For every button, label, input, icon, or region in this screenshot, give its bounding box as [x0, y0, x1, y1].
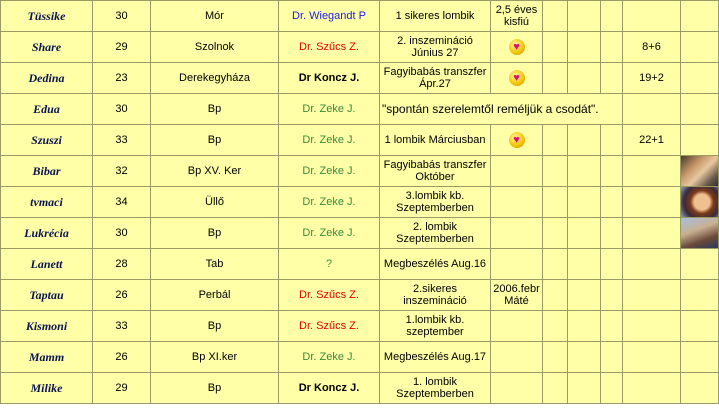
doctor-cell: Dr. Zeke J.: [279, 94, 380, 125]
status-cell: Fagyibabás transzfer Ápr.27: [380, 63, 491, 94]
member-name[interactable]: tvmaci: [1, 187, 93, 218]
age-cell: 28: [93, 249, 151, 280]
result-cell: [491, 373, 543, 404]
blank-cell: [601, 280, 623, 311]
city-cell: Bp XV. Ker: [151, 156, 279, 187]
extra-cell: [623, 280, 681, 311]
blank-cell: [601, 218, 623, 249]
age-cell: 26: [93, 280, 151, 311]
status-cell: 1. lombik Szeptemberben: [380, 373, 491, 404]
city-cell: Mór: [151, 1, 279, 32]
status-cell: Megbeszélés Aug.17: [380, 342, 491, 373]
avatar-photo[interactable]: [681, 156, 719, 186]
extra-cell: [623, 156, 681, 187]
extra-cell: [623, 373, 681, 404]
city-cell: Üllő: [151, 187, 279, 218]
city-cell: Bp: [151, 125, 279, 156]
table-row: [1, 1, 719, 32]
doctor-cell: ?: [279, 249, 380, 280]
status-cell: 2. inszemináció Június 27: [380, 32, 491, 63]
photo-cell: [681, 373, 719, 404]
blank-cell: [543, 342, 568, 373]
table-row: [1, 373, 719, 404]
age-cell: 23: [93, 63, 151, 94]
doctor-cell: Dr. Szűcs Z.: [279, 32, 380, 63]
photo-cell: [681, 63, 719, 94]
status-cell: 2.sikeres inszemináció: [380, 280, 491, 311]
heart-smiley-icon: [509, 39, 525, 55]
doctor-cell: Dr. Wiegandt P: [279, 1, 380, 32]
note-cell: "spontán szerelemtől reméljük a csodát".: [380, 94, 623, 125]
table-row: [1, 280, 719, 311]
doctor-cell: Dr. Szűcs Z.: [279, 280, 380, 311]
table-body: [1, 1, 719, 404]
status-cell: 3.lombik kb. Szeptemberben: [380, 187, 491, 218]
photo-cell: [681, 342, 719, 373]
blank-cell: [568, 280, 601, 311]
doctor-cell: Dr. Zeke J.: [279, 156, 380, 187]
blank-cell: [601, 125, 623, 156]
table-row: [1, 342, 719, 373]
member-name[interactable]: Szuszi: [1, 125, 93, 156]
blank-cell: [543, 218, 568, 249]
member-name[interactable]: Lukrécia: [1, 218, 93, 249]
table-row: [1, 187, 719, 218]
table-row: [1, 32, 719, 63]
doctor-cell: Dr. Zeke J.: [279, 218, 380, 249]
city-cell: Bp: [151, 373, 279, 404]
extra-cell: [623, 187, 681, 218]
extra-cell: [623, 1, 681, 32]
result-cell: [491, 218, 543, 249]
result-cell: [491, 311, 543, 342]
age-cell: 29: [93, 373, 151, 404]
table-row: [1, 249, 719, 280]
extra-cell: [623, 249, 681, 280]
age-cell: 32: [93, 156, 151, 187]
city-cell: Szolnok: [151, 32, 279, 63]
status-cell: 2. lombik Szeptemberben: [380, 218, 491, 249]
city-cell: Bp XI.ker: [151, 342, 279, 373]
heart-smiley-icon: [509, 132, 525, 148]
avatar-photo[interactable]: [681, 187, 719, 217]
status-cell: 1.lombik kb. szeptember: [380, 311, 491, 342]
extra-cell: [623, 342, 681, 373]
blank-cell: [543, 187, 568, 218]
blank-cell: [601, 187, 623, 218]
blank-cell: [543, 125, 568, 156]
blank-cell: [601, 1, 623, 32]
photo-cell: [681, 280, 719, 311]
blank-cell: [543, 1, 568, 32]
photo-cell: [681, 311, 719, 342]
blank-cell: [568, 32, 601, 63]
blank-cell: [543, 156, 568, 187]
photo-cell: [681, 125, 719, 156]
blank-cell: [543, 280, 568, 311]
age-cell: 26: [93, 342, 151, 373]
blank-cell: [568, 311, 601, 342]
blank-cell: [568, 125, 601, 156]
member-name[interactable]: Mamm: [1, 342, 93, 373]
age-cell: 30: [93, 218, 151, 249]
table-row: [1, 94, 719, 125]
table-row: [1, 311, 719, 342]
status-cell: Megbeszélés Aug.16: [380, 249, 491, 280]
city-cell: Bp: [151, 218, 279, 249]
table-row: [1, 218, 719, 249]
age-cell: 30: [93, 1, 151, 32]
blank-cell: [543, 373, 568, 404]
table-row: [1, 63, 719, 94]
blank-cell: [568, 249, 601, 280]
result-cell: [491, 63, 543, 94]
blank-cell: [601, 373, 623, 404]
photo-cell: [681, 249, 719, 280]
age-cell: 33: [93, 125, 151, 156]
member-name[interactable]: Edua: [1, 94, 93, 125]
city-cell: Bp: [151, 311, 279, 342]
blank-cell: [601, 249, 623, 280]
member-name[interactable]: Taptau: [1, 280, 93, 311]
result-cell: [491, 342, 543, 373]
photo-cell: [681, 32, 719, 63]
heart-smiley-icon: [509, 70, 525, 86]
blank-cell: [601, 311, 623, 342]
avatar-photo[interactable]: [681, 218, 719, 248]
doctor-cell: Dr. Szűcs Z.: [279, 311, 380, 342]
blank-cell: [543, 311, 568, 342]
blank-cell: [601, 156, 623, 187]
member-name[interactable]: Lanett: [1, 249, 93, 280]
result-cell: [491, 249, 543, 280]
blank-cell: [568, 187, 601, 218]
blank-cell: [543, 63, 568, 94]
city-cell: Tab: [151, 249, 279, 280]
blank-cell: [543, 32, 568, 63]
extra-cell: [623, 311, 681, 342]
member-name[interactable]: Bibar: [1, 156, 93, 187]
result-cell: [491, 187, 543, 218]
city-cell: Derekegyháza: [151, 63, 279, 94]
table-row: [1, 125, 719, 156]
extra-cell: 22+1: [623, 125, 681, 156]
member-name[interactable]: Tüssike: [1, 1, 93, 32]
extra-cell: 19+2: [623, 63, 681, 94]
photo-cell: [681, 187, 719, 218]
blank-cell: [601, 32, 623, 63]
blank-cell: [681, 94, 719, 125]
member-name[interactable]: Milike: [1, 373, 93, 404]
city-cell: Bp: [151, 94, 279, 125]
status-cell: 1 lombik Márciusban: [380, 125, 491, 156]
age-cell: 33: [93, 311, 151, 342]
doctor-cell: Dr. Zeke J.: [279, 342, 380, 373]
status-cell: 1 sikeres lombik: [380, 1, 491, 32]
city-cell: Perbál: [151, 280, 279, 311]
member-name[interactable]: Dedina: [1, 63, 93, 94]
age-cell: 29: [93, 32, 151, 63]
blank-cell: [601, 342, 623, 373]
doctor-cell: Dr. Zeke J.: [279, 187, 380, 218]
extra-cell: [623, 94, 681, 125]
blank-cell: [568, 373, 601, 404]
blank-cell: [601, 63, 623, 94]
doctor-cell: Dr Koncz J.: [279, 373, 380, 404]
age-cell: 30: [93, 94, 151, 125]
blank-cell: [568, 63, 601, 94]
blank-cell: [568, 342, 601, 373]
doctor-cell: Dr. Zeke J.: [279, 125, 380, 156]
doctor-cell: Dr Koncz J.: [279, 63, 380, 94]
age-cell: 34: [93, 187, 151, 218]
result-cell: 2,5 éves kisfiú: [491, 1, 543, 32]
extra-cell: [623, 218, 681, 249]
result-cell: 2006.febr Máté: [491, 280, 543, 311]
result-cell: [491, 32, 543, 63]
member-name[interactable]: Kismoni: [1, 311, 93, 342]
result-cell: [491, 125, 543, 156]
photo-cell: [681, 156, 719, 187]
photo-cell: [681, 1, 719, 32]
member-name[interactable]: Share: [1, 32, 93, 63]
extra-cell: 8+6: [623, 32, 681, 63]
blank-cell: [568, 218, 601, 249]
photo-cell: [681, 218, 719, 249]
blank-cell: [568, 1, 601, 32]
table-row: [1, 156, 719, 187]
status-cell: Fagyibabás transzfer Október: [380, 156, 491, 187]
blank-cell: [543, 249, 568, 280]
blank-cell: [568, 156, 601, 187]
result-cell: [491, 156, 543, 187]
